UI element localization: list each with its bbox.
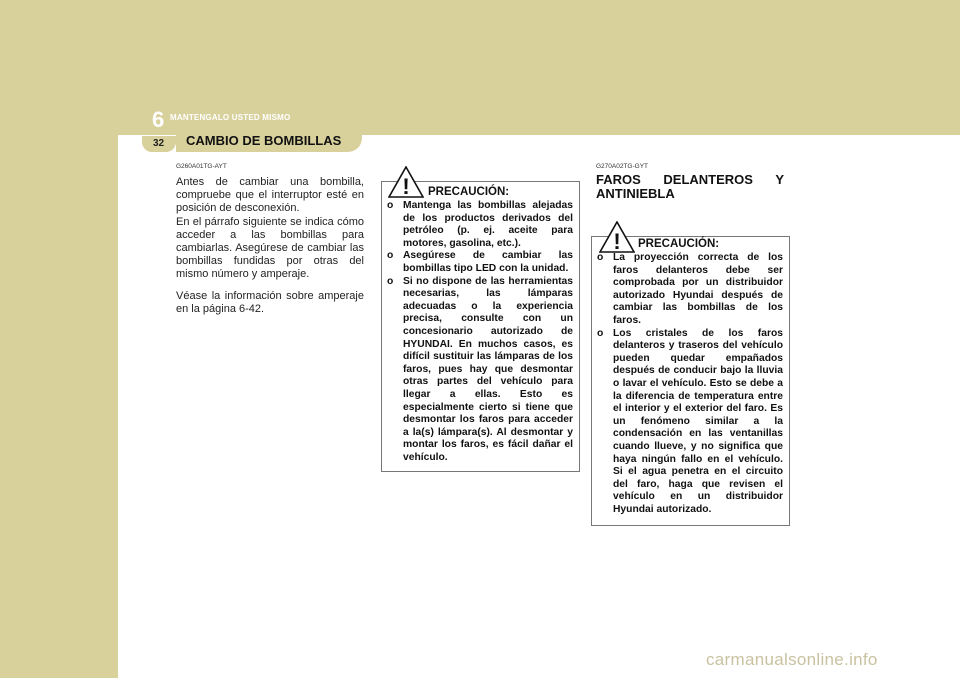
svg-text:!: ! <box>402 174 410 198</box>
list-item <box>387 276 573 465</box>
list-item <box>387 200 573 250</box>
heading-line: FAROS DELANTEROS Y <box>596 172 784 187</box>
paragraph: En el párrafo siguiente se indica cómo acceder a las bombillas para cambiarlas. Asegúrese de cambiar las bombillas fundidas por otras del mismo número y amperaje. <box>176 215 364 281</box>
list-item-text: La proyección correcta de los faros delanteros debe ser comprobada por un distribuidor autorizado Hyundai después de cambiar las bombillas de los faros. <box>613 252 783 326</box>
list-item-text: Los cristales de los faros delanteros y traseros del vehículo pueden quedar empañados después de conducir bajo la lluvia o lavar el vehículo. Esto se debe a la diferencia de temperatura entre el interior y el exterior del faro. Es un fenómeno similar a la condensación en las ventanillas cuando llueve, y no significa que haya ningún fallo en el vehículo. Si el agua penetra en el circuito del faro, haga que revisen el vehículo en un distribuidor Hyundai autorizado. <box>613 327 783 515</box>
bullet: o <box>597 252 604 263</box>
list-item-text: Asegúrese de cambiar las bombillas tipo LED con la unidad. <box>403 250 573 274</box>
section-title: CAMBIO DE BOMBILLAS <box>186 133 342 148</box>
list-item-text: Si no dispone de las herramientas necesarias, las lámparas adecuadas o la experiencia precisa, consulte con un concesionario autorizado de HYUNDAI. En muchos casos, es difícil sustituir las lámparas de los faros, pues hay que desmontar otras partes del vehículo para llegar a ellas. Esto es especialmente cierto si tiene que desmontar los faros para acceder a la(s) lámpara(s). Al desmontar y montar los faros, es fácil dañar el vehículo. <box>403 275 573 463</box>
chapter-number: 6 <box>152 107 165 132</box>
bullet: o <box>387 250 394 262</box>
caution-list <box>387 200 573 464</box>
bullet: o <box>387 200 394 211</box>
heading-line: ANTINIEBLA <box>596 186 675 201</box>
right-section-code: G270A02TG-GYT <box>596 163 649 170</box>
chapter-title: MANTENGALO USTED MISMO <box>170 113 291 122</box>
right-section-heading <box>596 173 784 201</box>
caution-title: PRECAUCIÓN: <box>428 186 510 198</box>
warning-triangle-icon <box>599 221 635 253</box>
list-item <box>387 250 573 275</box>
bullet: o <box>387 275 394 287</box>
paragraph: Véase la información sobre amperaje en la página 6-42. <box>176 289 364 315</box>
watermark: carmanualsonline.info <box>706 650 878 669</box>
bullet: o <box>597 327 604 339</box>
warning-triangle-icon <box>388 166 424 198</box>
left-section-code: G260A01TG-AYT <box>176 163 227 170</box>
list-item-text: Mantenga las bombillas alejadas de los productos derivados del petróleo (p. ej. aceite para motores, gasolina, etc.). <box>403 200 573 249</box>
paragraph: Antes de cambiar una bombilla, compruebe que el interruptor esté en posición de desconexión. <box>176 176 364 215</box>
caution-list <box>597 252 783 516</box>
list-item <box>597 328 783 517</box>
list-item <box>597 252 783 328</box>
caution-title: PRECAUCIÓN: <box>638 238 720 250</box>
svg-text:!: ! <box>613 229 621 253</box>
page-number: 32 <box>153 138 165 149</box>
left-body-text <box>176 176 364 324</box>
